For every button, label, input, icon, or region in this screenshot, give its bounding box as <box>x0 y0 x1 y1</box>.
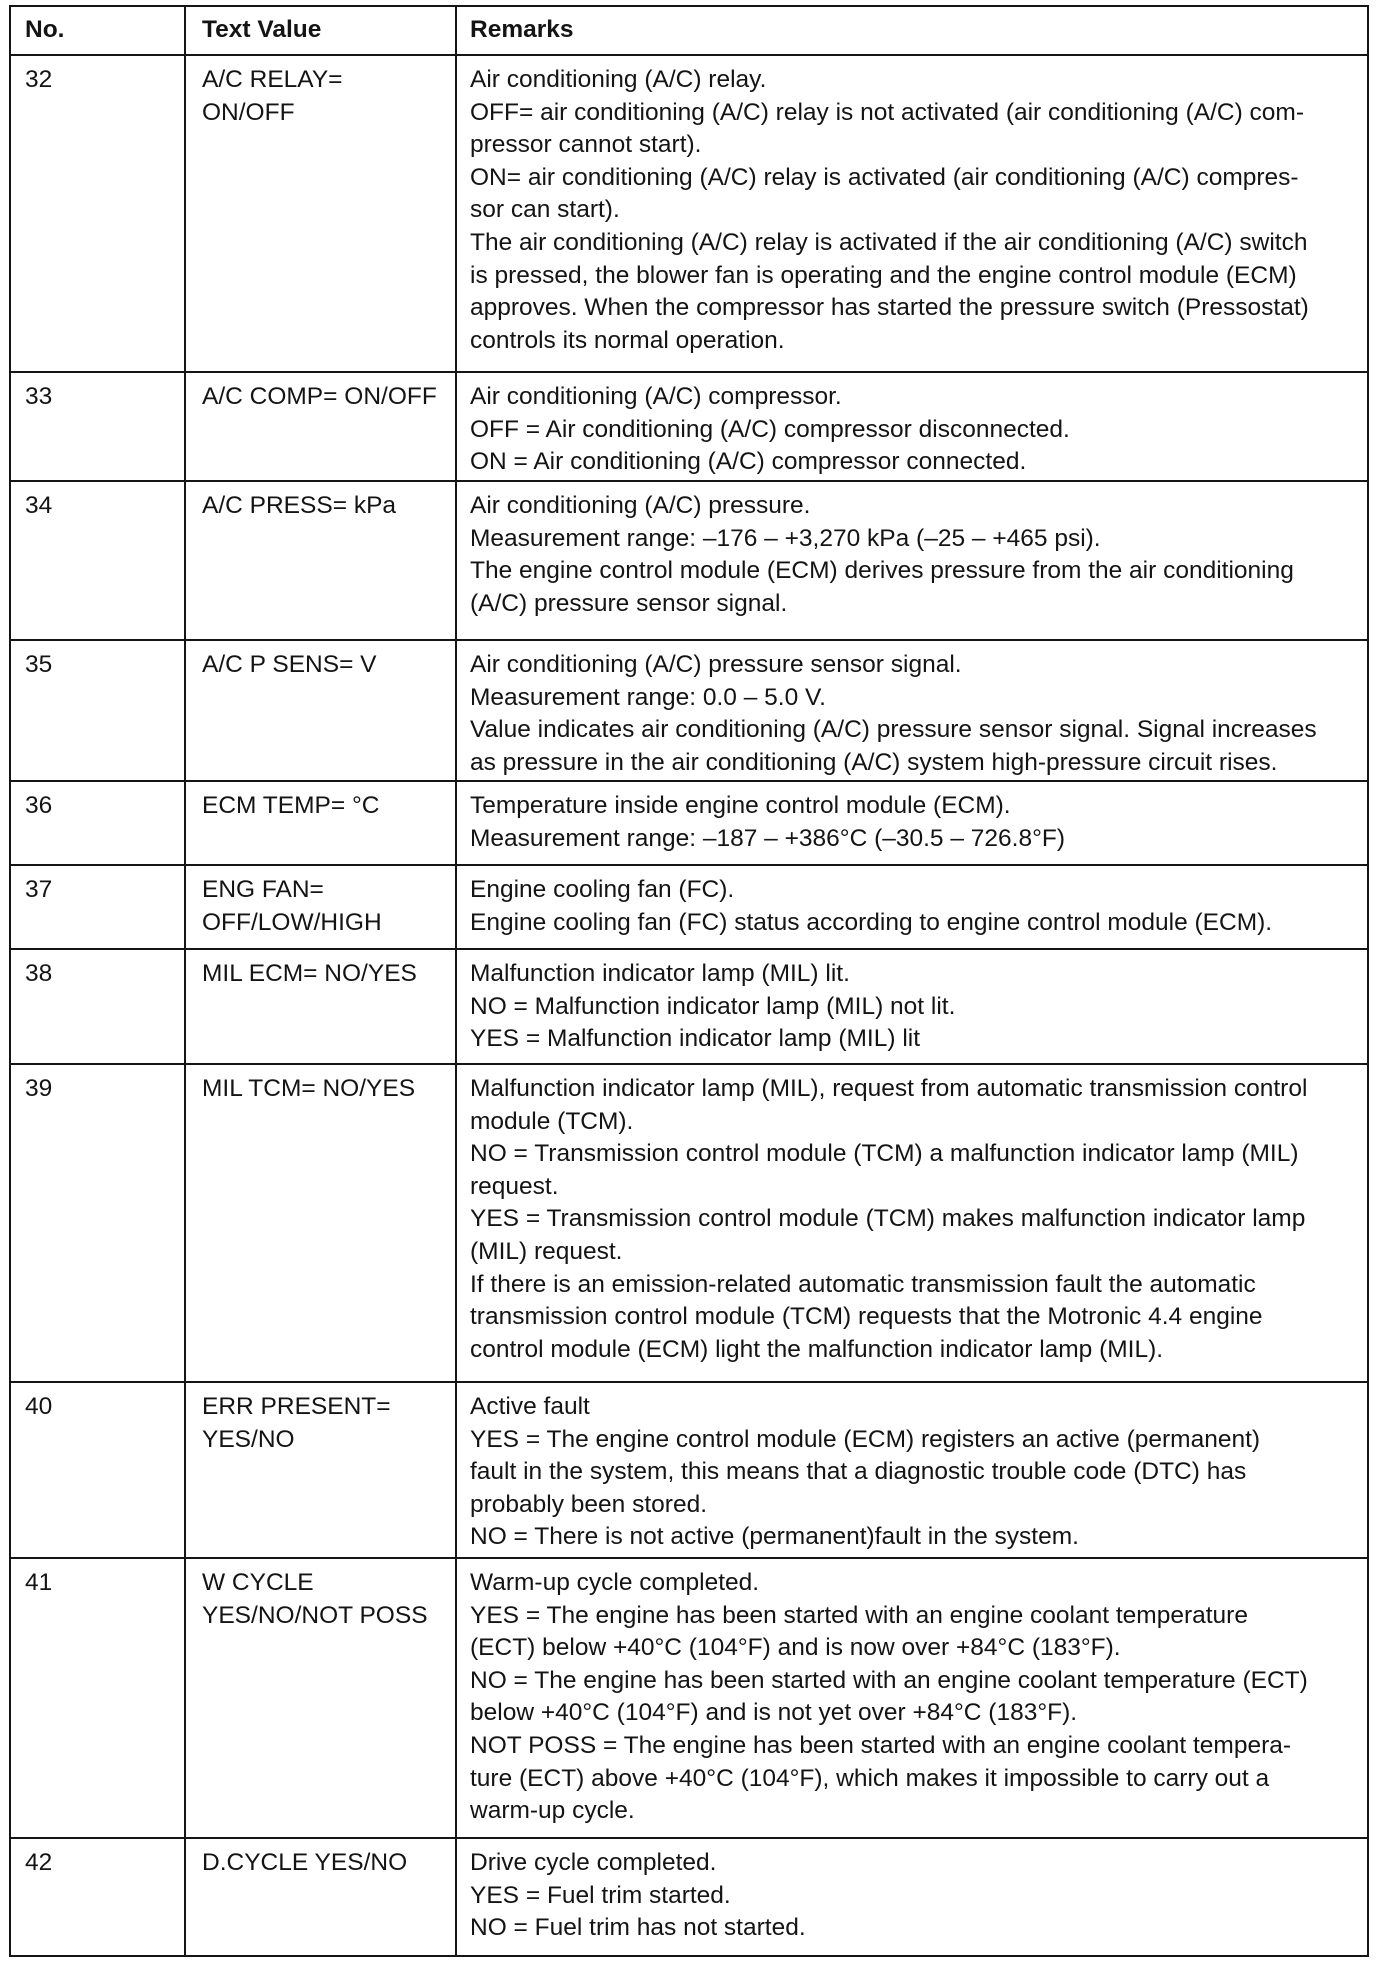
remarks-cell <box>457 866 1367 948</box>
row-number: 38 <box>25 960 53 987</box>
remark-line: Measurement range: –187 – +386°C (–30.5 – 726.8°F) <box>470 824 1066 852</box>
remark-line: request. <box>470 1172 559 1200</box>
row-number: 42 <box>25 1849 53 1876</box>
no-cell <box>11 373 186 480</box>
text-value-line: A/C P SENS= V <box>202 651 377 678</box>
row-number: 36 <box>25 792 53 819</box>
remark-line: pressor cannot start). <box>470 131 702 159</box>
text-value-line: ERR PRESENT= <box>202 1393 391 1420</box>
header-remarks: Remarks <box>470 16 574 44</box>
remark-line: Measurement range: –176 – +3,270 kPa (–25 – +465 psi). <box>470 524 1101 552</box>
remark-line: The engine control module (ECM) derives pressure from the air conditioning <box>470 557 1294 585</box>
remarks-cell <box>457 950 1367 1063</box>
remarks-cell <box>457 1065 1367 1381</box>
no-cell <box>11 1383 186 1557</box>
remark-line: is pressed, the blower fan is operating and the engine control module (ECM) <box>470 261 1297 289</box>
table-row <box>11 639 1367 780</box>
table-row <box>11 1837 1367 1955</box>
header-no: No. <box>11 7 186 54</box>
table-row <box>11 1381 1367 1557</box>
text-value-line: ON/OFF <box>202 98 295 126</box>
remark-line: Air conditioning (A/C) pressure. <box>470 492 811 519</box>
remarks-cell <box>457 1383 1367 1557</box>
remark-line: Air conditioning (A/C) pressure sensor signal. <box>470 651 962 678</box>
remark-line: module (TCM). <box>470 1107 634 1135</box>
remark-line: YES = The engine has been started with an engine coolant temperature <box>470 1601 1248 1629</box>
remark-line: YES = Fuel trim started. <box>470 1881 731 1909</box>
remarks-cell <box>457 641 1367 780</box>
text-value-line: A/C RELAY= <box>202 66 343 93</box>
remark-line: Temperature inside engine control module (ECM). <box>470 792 1011 819</box>
remark-line: ture (ECT) above +40°C (104°F), which makes it impossible to carry out a <box>470 1764 1270 1792</box>
remark-line: YES = Transmission control module (TCM) makes malfunction indicator lamp <box>470 1205 1306 1233</box>
text-value-line: ECM TEMP= °C <box>202 792 380 819</box>
table-row <box>11 371 1367 480</box>
remark-line: Air conditioning (A/C) relay. <box>470 66 767 93</box>
text-value-cell <box>186 641 457 780</box>
row-number: 39 <box>25 1075 53 1102</box>
table-row <box>11 1557 1367 1837</box>
remark-line: control module (ECM) light the malfunction indicator lamp (MIL). <box>470 1335 1164 1363</box>
text-value-line: A/C PRESS= kPa <box>202 492 397 519</box>
table-row <box>11 780 1367 864</box>
remark-line: controls its normal operation. <box>470 326 785 354</box>
remark-line: NO = There is not active (permanent)fault in the system. <box>470 1523 1079 1551</box>
remark-line: Value indicates air conditioning (A/C) pressure sensor signal. Signal increases <box>470 716 1317 744</box>
remark-line: Warm-up cycle completed. <box>470 1569 760 1596</box>
text-value-cell <box>186 950 457 1063</box>
row-number: 34 <box>25 492 53 519</box>
remark-line: approves. When the compressor has started the pressure switch (Pressostat) <box>470 294 1309 322</box>
text-value-line: D.CYCLE YES/NO <box>202 1849 408 1876</box>
remark-line: (A/C) pressure sensor signal. <box>470 589 788 617</box>
table-row <box>11 1063 1367 1381</box>
no-cell <box>11 641 186 780</box>
parameter-table <box>9 5 1369 1957</box>
text-value-cell <box>186 56 457 371</box>
remark-line: (MIL) request. <box>470 1237 623 1265</box>
text-value-cell <box>186 1383 457 1557</box>
remark-line: sor can start). <box>470 196 620 224</box>
remark-line: warm-up cycle. <box>470 1797 635 1825</box>
remark-line: NO = Malfunction indicator lamp (MIL) not lit. <box>470 992 956 1020</box>
no-cell <box>11 1065 186 1381</box>
table-row <box>11 948 1367 1063</box>
no-cell <box>11 866 186 948</box>
remark-line: as pressure in the air conditioning (A/C) system high-pressure circuit rises. <box>470 748 1278 776</box>
no-cell <box>11 482 186 639</box>
remark-line: NOT POSS = The engine has been started with an engine coolant tempera- <box>470 1731 1292 1759</box>
text-value-line: YES/NO <box>202 1425 295 1453</box>
remarks-cell <box>457 373 1367 480</box>
text-value-cell <box>186 1559 457 1837</box>
remark-line: fault in the system, this means that a diagnostic trouble code (DTC) has <box>470 1458 1247 1486</box>
remarks-cell <box>457 782 1367 864</box>
remark-line: If there is an emission-related automatic transmission fault the automatic <box>470 1270 1256 1298</box>
text-value-cell <box>186 373 457 480</box>
remark-line: Engine cooling fan (FC) status according to engine control module (ECM). <box>470 908 1273 936</box>
remark-line: YES = Malfunction indicator lamp (MIL) lit <box>470 1025 921 1053</box>
text-value-cell <box>186 866 457 948</box>
no-cell <box>11 950 186 1063</box>
no-cell <box>11 782 186 864</box>
text-value-line: W CYCLE <box>202 1569 314 1596</box>
text-value-cell <box>186 482 457 639</box>
text-value-line: MIL ECM= NO/YES <box>202 960 417 987</box>
text-value-line: OFF/LOW/HIGH <box>202 908 382 936</box>
remark-line: OFF = Air conditioning (A/C) compressor disconnected. <box>470 415 1070 443</box>
remark-line: below +40°C (104°F) and is not yet over +84°C (183°F). <box>470 1699 1078 1727</box>
text-value-cell <box>186 1065 457 1381</box>
table-row <box>11 480 1367 639</box>
remark-line: OFF= air conditioning (A/C) relay is not activated (air conditioning (A/C) com- <box>470 98 1304 126</box>
remark-line: Engine cooling fan (FC). <box>470 876 735 903</box>
text-value-line: MIL TCM= NO/YES <box>202 1075 416 1102</box>
row-number: 41 <box>25 1569 53 1596</box>
remarks-cell <box>457 1839 1367 1955</box>
remark-line: (ECT) below +40°C (104°F) and is now over +84°C (183°F). <box>470 1634 1121 1662</box>
remark-line: Active fault <box>470 1393 590 1420</box>
remarks-cell <box>457 56 1367 371</box>
remarks-cell <box>457 1559 1367 1837</box>
remark-line: NO = The engine has been started with an engine coolant temperature (ECT) <box>470 1666 1308 1694</box>
row-number: 32 <box>25 66 53 93</box>
header-text-value: Text Value <box>186 7 457 54</box>
table-header <box>11 7 1367 54</box>
no-cell <box>11 1839 186 1955</box>
remark-line: Drive cycle completed. <box>470 1849 717 1876</box>
remark-line: Malfunction indicator lamp (MIL) lit. <box>470 960 850 987</box>
row-number: 33 <box>25 383 53 410</box>
remark-line: NO = Transmission control module (TCM) a malfunction indicator lamp (MIL) <box>470 1140 1299 1168</box>
no-cell <box>11 56 186 371</box>
text-value-line: YES/NO/NOT POSS <box>202 1601 428 1629</box>
remark-line: NO = Fuel trim has not started. <box>470 1914 806 1942</box>
remark-line: Measurement range: 0.0 – 5.0 V. <box>470 683 826 711</box>
remark-line: YES = The engine control module (ECM) registers an active (permanent) <box>470 1425 1261 1453</box>
table-row <box>11 54 1367 371</box>
remark-line: Air conditioning (A/C) compressor. <box>470 383 842 410</box>
text-value-line: A/C COMP= ON/OFF <box>202 383 437 410</box>
remark-line: transmission control module (TCM) requests that the Motronic 4.4 engine <box>470 1303 1263 1331</box>
table-row <box>11 864 1367 948</box>
row-number: 35 <box>25 651 53 678</box>
remark-line: ON = Air conditioning (A/C) compressor connected. <box>470 448 1027 476</box>
remark-line: ON= air conditioning (A/C) relay is activated (air conditioning (A/C) compres- <box>470 163 1299 191</box>
remark-line: Malfunction indicator lamp (MIL), request from automatic transmission control <box>470 1075 1308 1102</box>
no-cell <box>11 1559 186 1837</box>
text-value-line: ENG FAN= <box>202 876 324 903</box>
remark-line: probably been stored. <box>470 1490 707 1518</box>
row-number: 40 <box>25 1393 53 1420</box>
row-number: 37 <box>25 876 53 903</box>
text-value-cell <box>186 782 457 864</box>
text-value-cell <box>186 1839 457 1955</box>
remark-line: The air conditioning (A/C) relay is activated if the air conditioning (A/C) switch <box>470 228 1308 256</box>
remarks-cell <box>457 482 1367 639</box>
